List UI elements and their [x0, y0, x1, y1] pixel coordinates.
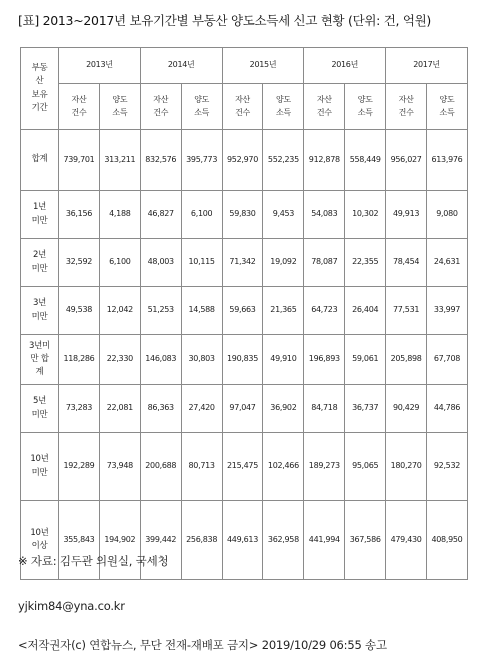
subheader-transfer-income: 양도 소득 — [427, 84, 468, 130]
table-cell: 78,454 — [386, 239, 427, 287]
table-row — [21, 433, 468, 501]
table-cell: 30,803 — [181, 335, 222, 385]
table-row — [21, 130, 468, 191]
table-cell: 10,302 — [345, 191, 386, 239]
subheader-asset-count: 자산 건수 — [304, 84, 345, 130]
table-cell: 86,363 — [140, 385, 181, 433]
table-cell: 48,003 — [140, 239, 181, 287]
row-label: 5년 미만 — [21, 385, 59, 433]
table-cell: 49,538 — [59, 287, 100, 335]
table-cell: 21,365 — [263, 287, 304, 335]
row-label: 10년 이상 — [21, 501, 59, 580]
table-cell: 395,773 — [181, 130, 222, 191]
table-cell: 118,286 — [59, 335, 100, 385]
table-cell: 552,235 — [263, 130, 304, 191]
table-cell: 215,475 — [222, 433, 263, 501]
subheader-transfer-income: 양도 소득 — [99, 84, 140, 130]
table-subheader-row — [21, 84, 468, 130]
table-cell: 14,588 — [181, 287, 222, 335]
row-label: 1년 미만 — [21, 191, 59, 239]
table-cell: 78,087 — [304, 239, 345, 287]
row-label: 2년 미만 — [21, 239, 59, 287]
table-cell: 832,576 — [140, 130, 181, 191]
page-title: [표] 2013~2017년 보유기간별 부동산 양도소득세 신고 현황 (단위: 건, 억원) — [18, 13, 431, 28]
table-cell: 102,466 — [263, 433, 304, 501]
year-header: 2013년 — [59, 48, 141, 84]
table-cell: 367,586 — [345, 501, 386, 580]
table-cell: 97,047 — [222, 385, 263, 433]
table-cell: 36,737 — [345, 385, 386, 433]
table-cell: 956,027 — [386, 130, 427, 191]
table-cell: 189,273 — [304, 433, 345, 501]
year-header: 2016년 — [304, 48, 386, 84]
table-cell: 146,083 — [140, 335, 181, 385]
table-cell: 739,701 — [59, 130, 100, 191]
table-cell: 6,100 — [181, 191, 222, 239]
table-cell: 59,663 — [222, 287, 263, 335]
table-header-row — [21, 48, 468, 84]
table-cell: 4,188 — [99, 191, 140, 239]
table-cell: 67,708 — [427, 335, 468, 385]
table-cell: 362,958 — [263, 501, 304, 580]
table-cell: 49,913 — [386, 191, 427, 239]
table-cell: 80,713 — [181, 433, 222, 501]
table-cell: 192,289 — [59, 433, 100, 501]
table-cell: 256,838 — [181, 501, 222, 580]
table-cell: 399,442 — [140, 501, 181, 580]
reporter-email: yjkim84@yna.co.kr — [18, 599, 125, 613]
table-cell: 84,718 — [304, 385, 345, 433]
subheader-transfer-income: 양도 소득 — [345, 84, 386, 130]
corner-header: 부동 산 보유 기간 — [21, 48, 59, 130]
table-cell: 24,631 — [427, 239, 468, 287]
source-note: ※ 자료: 김두관 의원실, 국세청 — [18, 554, 169, 568]
table-cell: 22,330 — [99, 335, 140, 385]
table-cell: 32,592 — [59, 239, 100, 287]
table-cell: 12,042 — [99, 287, 140, 335]
table-cell: 558,449 — [345, 130, 386, 191]
row-label: 합계 — [21, 130, 59, 191]
row-label: 10년 미만 — [21, 433, 59, 501]
subheader-asset-count: 자산 건수 — [222, 84, 263, 130]
table-body — [21, 130, 468, 580]
table-row — [21, 335, 468, 385]
table-cell: 22,355 — [345, 239, 386, 287]
table-cell: 6,100 — [99, 239, 140, 287]
copyright-notice: <저작권자(c) 연합뉴스, 무단 전재-재배포 금지> 2019/10/29 06:55 송고 — [18, 638, 387, 652]
table-cell: 355,843 — [59, 501, 100, 580]
table-row — [21, 385, 468, 433]
table-cell: 205,898 — [386, 335, 427, 385]
table-cell: 313,211 — [99, 130, 140, 191]
table-cell: 46,827 — [140, 191, 181, 239]
table-cell: 59,830 — [222, 191, 263, 239]
subheader-transfer-income: 양도 소득 — [263, 84, 304, 130]
table-cell: 9,080 — [427, 191, 468, 239]
table-cell: 77,531 — [386, 287, 427, 335]
table-cell: 49,910 — [263, 335, 304, 385]
subheader-asset-count: 자산 건수 — [59, 84, 100, 130]
table-cell: 73,948 — [99, 433, 140, 501]
table-cell: 180,270 — [386, 433, 427, 501]
table-cell: 194,902 — [99, 501, 140, 580]
subheader-asset-count: 자산 건수 — [386, 84, 427, 130]
year-header: 2015년 — [222, 48, 304, 84]
table-cell: 92,532 — [427, 433, 468, 501]
table-cell: 73,283 — [59, 385, 100, 433]
table-cell: 36,902 — [263, 385, 304, 433]
table-cell: 441,994 — [304, 501, 345, 580]
table-cell: 26,404 — [345, 287, 386, 335]
table-cell: 912,878 — [304, 130, 345, 191]
table-cell: 54,083 — [304, 191, 345, 239]
table-row — [21, 239, 468, 287]
table-cell: 27,420 — [181, 385, 222, 433]
row-label: 3년미 만 합 계 — [21, 335, 59, 385]
table-cell: 408,950 — [427, 501, 468, 580]
table-cell: 59,061 — [345, 335, 386, 385]
table-cell: 71,342 — [222, 239, 263, 287]
year-header: 2014년 — [140, 48, 222, 84]
table-cell: 449,613 — [222, 501, 263, 580]
table-cell: 196,893 — [304, 335, 345, 385]
table-row — [21, 287, 468, 335]
table-cell: 10,115 — [181, 239, 222, 287]
year-header: 2017년 — [386, 48, 468, 84]
subheader-transfer-income: 양도 소득 — [181, 84, 222, 130]
table-cell: 613,976 — [427, 130, 468, 191]
subheader-asset-count: 자산 건수 — [140, 84, 181, 130]
table-row — [21, 191, 468, 239]
table-cell: 90,429 — [386, 385, 427, 433]
table-cell: 33,997 — [427, 287, 468, 335]
data-table — [20, 47, 468, 580]
table-cell: 51,253 — [140, 287, 181, 335]
table-cell: 200,688 — [140, 433, 181, 501]
table-cell: 19,092 — [263, 239, 304, 287]
table-cell: 95,065 — [345, 433, 386, 501]
table-cell: 64,723 — [304, 287, 345, 335]
table-cell: 479,430 — [386, 501, 427, 580]
table-cell: 22,081 — [99, 385, 140, 433]
row-label: 3년 미만 — [21, 287, 59, 335]
table-cell: 9,453 — [263, 191, 304, 239]
table-cell: 44,786 — [427, 385, 468, 433]
table-cell: 190,835 — [222, 335, 263, 385]
table-cell: 36,156 — [59, 191, 100, 239]
table-cell: 952,970 — [222, 130, 263, 191]
